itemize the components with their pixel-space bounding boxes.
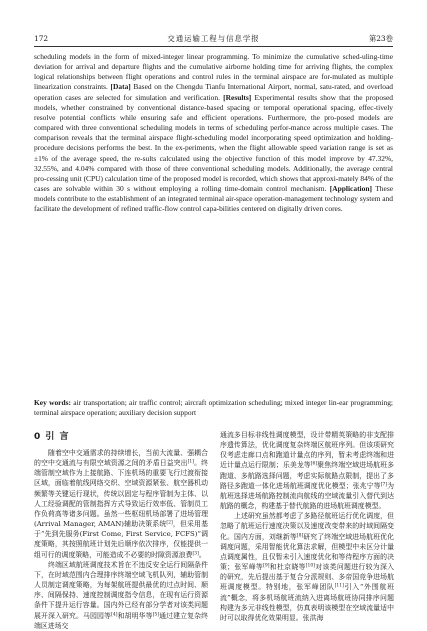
right-paragraph-2 [220,511,394,623]
results-tag: [Results] [223,92,252,102]
results-text: Experimental results show that the proposed models, whether constrained by conventional distance-based spacing or temporal operational spacing, effec-tively resolve potential conflicts while ensuring safe and efficient operations. Furthermore, the pro-posed models are compared with three conventional scheduling models in terms of scheduling perfor-mance across multiple cases. The comparison reveals that the terminal airspace flight-scheduling model incorporating speed optimization and holding-procedure decisions performs the best. In the ex-periments, when the flight allowable speed variation range is set as ±1% of the average speed, the re-sults calculated using the objective function of this model improve by 47.32%, 32.55%, and 4.04% compared with those of three conventional scheduling models. Additionally, the average central pro-cessing unit (CPU) calculation time of the proposed model is recorded, which shows that approxi-mately 84% of the cases are solvable within 30 s without employing a rolling time-domain control mechanism. [34,92,394,194]
text-run: 和杜京晓等 [269,563,306,572]
right-paragraph-1 [220,430,394,511]
text-run: 和胡明华等 [117,611,153,620]
text-run: 聚焦终端空域进场航班多跑道、多航路选择问题，考虑实际航路点限制，提出了多路径多跑道一体化进场航班调度优化模型；张兆宁等 [220,461,394,490]
text-run: 。终端管制空域作为上接航路、下连机场的重要飞行过渡衔接区域，面临着航线网络交织、空域资源紧张、航空器机动频繁等关键运行现状，传统以固定与程序管制为主体、以人工经验调配的管制指挥方式导致运行效率低、管制员工作负荷高等诸多问题。虽然一些枢纽机场部署了进场管理(Arrival Manager, AMAN)辅助决策系统 [34,459,208,529]
text-run: 引入“外围航班流”概念，将多机场航班流纳入进离场航班协同排序问题构建为多元非线性模型，仿真表明该模型在空域流量适中时可以取得优化效果明显。张洪海 [220,583,394,622]
citation[interactable]: [6] [310,461,318,467]
citation[interactable]: [3] [192,551,199,557]
citation[interactable]: [4] [111,612,118,617]
section-title: 0 引 言 [34,432,70,442]
text-run: 为航班选择进场航路控制流向航线的空域流量引入替代到达航路的概念，构建基于替代航路的进场航班调度模型。 [220,481,394,511]
keywords-label: Key words: [34,398,71,407]
citation[interactable]: [2] [166,520,173,526]
header-rule [34,46,393,47]
citation[interactable]: [5] [152,612,159,617]
text-run: 研究了终端空域进场航班优化调度问题，采用智能优化算法求解，但模型中未区分计量点调度属性，且仅暂未引入速度优化和等待程序方面的决策；张军峰等 [220,532,394,572]
intro-paragraph-1 [34,448,208,560]
volume-label: 第23卷 [368,34,393,43]
text-run: 对该类问题进行较为深入的研究，先后提出基于复合分派规则、多帝国竞争进场航班调度模型。特别地，张军峰团队 [220,563,395,592]
abstract-intro: scheduling models in the form of mixed-integer linear programming. To minimize the cumulative sched-uling-time deviation for arrival and departure flights and the cumulative airborne holding time for arriving flights, the complex logical relationships between flight operations and control rules in the terminal airspace are for-mulated as multiple linearization constraints. [34,52,393,92]
running-header [34,33,393,45]
application-tag: [Application] [329,184,372,194]
text-run: 通过建立复杂终端区进场交 [34,611,209,630]
keywords [34,398,393,418]
intro-paragraph-2 [34,560,208,631]
text-run: 终端区域航班调度技术旨在不违反安全运行间隔条件下，在时域范围内合理排序终端空域飞机队列，辅助管制人员制定调度策略，为每架航班提供最优的过点时间、顺序、间隔保持、速度控制调度指令信息，在现有运行资源条件下提升运行容量。国内外已经有部分学者对该类问题展开深入研究。马园园等 [34,560,208,620]
citation[interactable]: [7] [380,482,388,488]
text-run: ，但采用基于“先到先服务(First Come, First Service, FCFS)”调度策略，其按照航班计划先后顺序依次排序，仅能提供一组可行的调度策略，可能造成不必要的时隙资源浪费 [34,520,208,559]
text-run: 上述研究虽然都考虑了多路径航班运行优化调度，但忽略了航班运行速度决策以及速度改变带来的时域间隔变化。国内方面，刘继新等 [220,512,394,541]
citation[interactable]: [9] [263,563,270,569]
left-column [34,430,208,631]
data-text: Based on the Chengdu Tianfu International Airport, normal, satu-rated, and overload operation cases are selected for simulation and verification. [34,82,393,102]
text-run: 通流多目标非线性调度模型，设计带精英策略的非支配排序遗传算法，优化调度复杂终端区航班序列。但该项研究仅考虑走廊口点和跑道计量点的序列，暂未考虑终端和进近计量点运行限制；乐美龙等 [220,431,394,470]
text-run: 。 [198,550,206,559]
citation[interactable]: [10] [305,563,315,569]
citation[interactable]: [11] [334,583,344,589]
data-tag: [Data] [110,82,131,92]
citation[interactable]: [1] [187,459,195,465]
right-column [220,430,394,623]
application-text: These models contribute to the establishment of an integrated terminal air-space operation-management technology system and facilitate the development of refined traffic-flow control capa-bilities centered on digitally driven cores. [34,184,394,214]
keywords-text: air transportation; air traffic control; aircraft optimization scheduling; mixed integer lin-ear programming; terminal airspace operation; auxiliary decision support [34,398,394,418]
journal-title: 交通运输工程与信息学报 [167,34,260,43]
text-run: 随着空中交通需求的持续增长，当前大流量、强耦合的空中交通流与有限空域资源之间的矛盾日益突出 [34,449,208,468]
page-number: 172 [34,34,49,43]
abstract [34,52,393,215]
citation[interactable]: [8] [296,533,304,539]
